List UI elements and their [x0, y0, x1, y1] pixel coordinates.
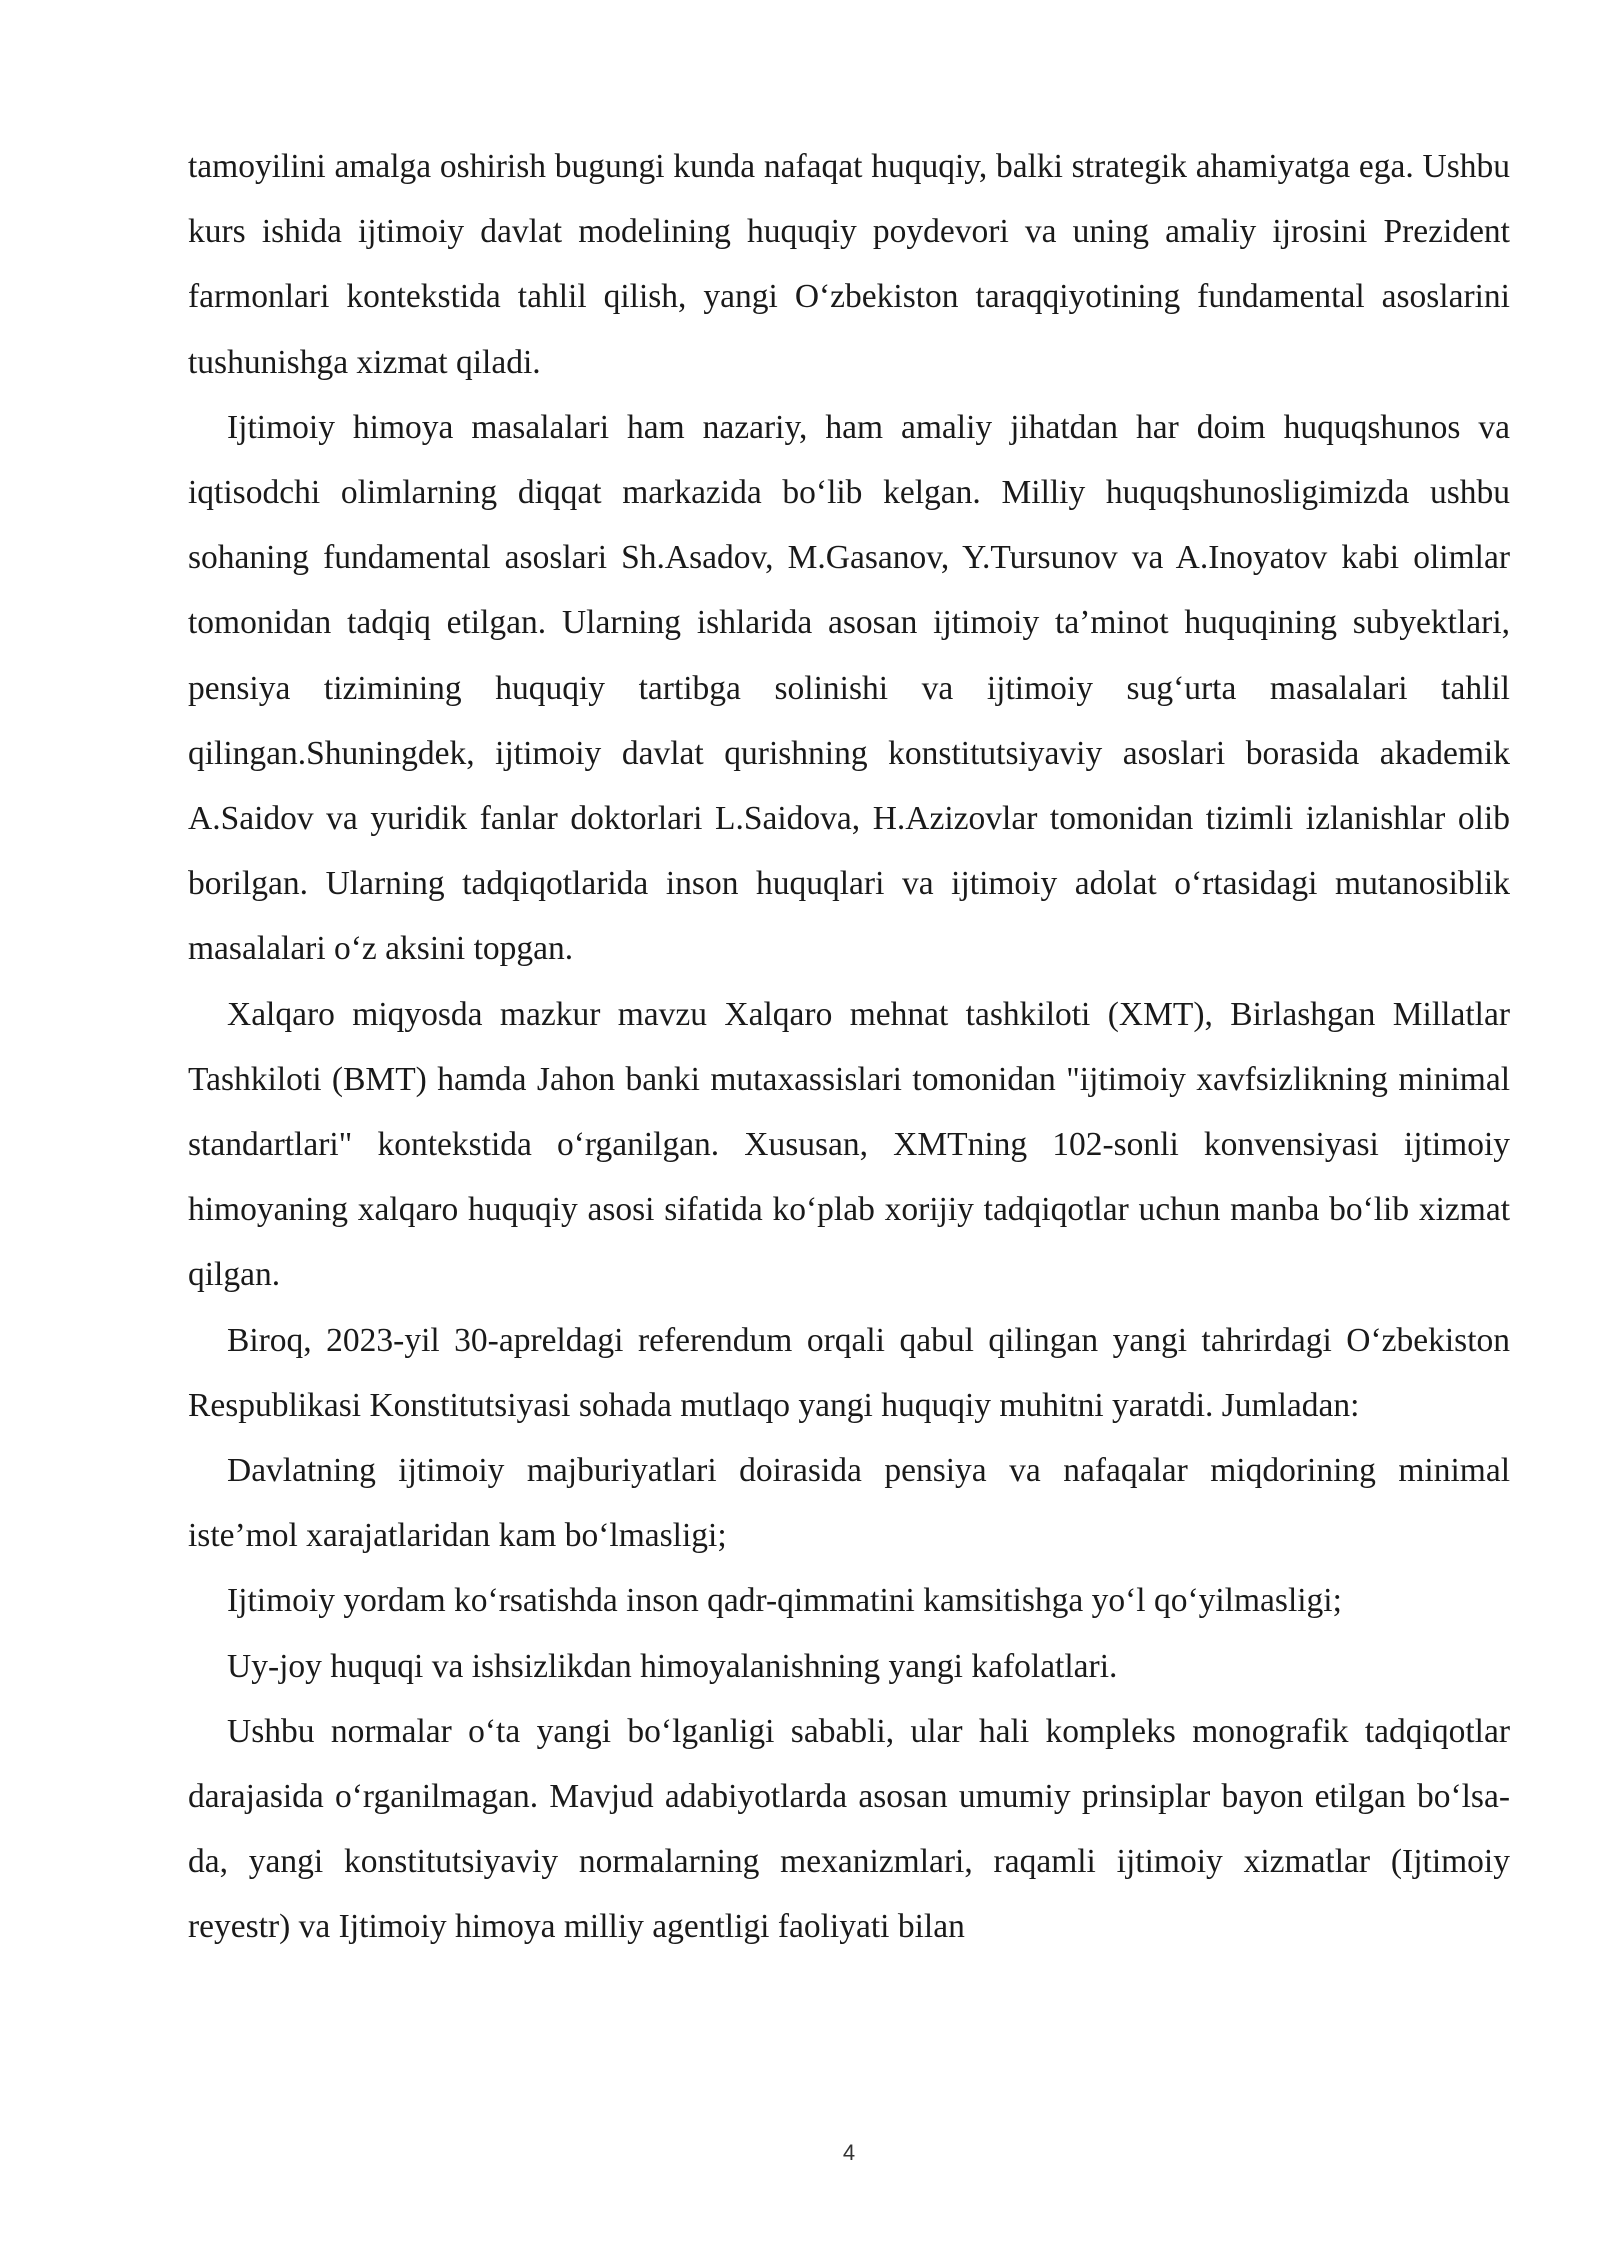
paragraph: Biroq, 2023-yil 30-apreldagi referendum orqali qabul qilingan yangi tahrirdagi O‘zbekiston Respublikasi Konstitutsiyasi sohada mutlaqo yangi huquqiy muhitni yaratdi. Jumladan:: [188, 1321, 1510, 1424]
list-item: Davlatning ijtimoiy majburiyatlari doirasida pensiya va nafaqalar miqdorining minimal iste’mol xarajatlaridan kam bo‘lmasligi;: [188, 1452, 1510, 1555]
paragraph: tamoyilini amalga oshirish bugungi kunda nafaqat huquqiy, balki strategik ahamiyatga ega. Ushbu kurs ishida ijtimoiy davlat modelining huquqiy poydevori va uning amaliy ijrosini Prezident farmonlari kontekstida tahlil qilish, yangi O‘zbekiston taraqqiyotining fundamental asoslarini tushunishga xizmat qiladi.: [188, 148, 1510, 381]
paragraph: Ijtimoiy himoya masalalari ham nazariy, ham amaliy jihatdan har doim huquqshunos va iqtisodchi olimlarning diqqat markazida bo‘lib kelgan. Milliy huquqshunosligimizda ushbu sohaning fundamental asoslari Sh.Asadov, M.Gasanov, Y.Tursunov va A.Inoyatov kabi olimlar tomonidan tadqiq etilgan. Ularning ishlarida asosan ijtimoiy ta’minot huquqining subyektlari, pensiya tizimining huquqiy tartibga solinishi va ijtimoiy sug‘urta masalalari tahlil qilingan.Shuningdek, ijtimoiy davlat qurishning konstitutsiyaviy asoslari borasida akademik A.Saidov va yuridik fanlar doktorlari L.Saidova, H.Azizovlar tomonidan tizimli izlanishlar olib borilgan. Ularning tadqiqotlarida inson huquqlari va ijtimoiy adolat o‘rtasidagi mutanosiblik masalalari o‘z aksini topgan.: [188, 408, 1510, 968]
list-item: Ijtimoiy yordam ko‘rsatishda inson qadr-qimmatini kamsitishga yo‘l qo‘yilmasligi;: [227, 1582, 1342, 1620]
page-number: 4: [842, 2140, 856, 2165]
paragraph: Ushbu normalar o‘ta yangi bo‘lganligi sababli, ular hali kompleks monografik tadqiqotlar darajasida o‘rganilmagan. Mavjud adabiyotlarda asosan umumiy prinsiplar bayon etilgan bo‘lsa-da, yangi konstitutsiyaviy normalarning mexanizmlari, raqamli ijtimoiy xizmatlar (Ijtimoiy reyestr) va Ijtimoiy himoya milliy agentligi faoliyati bilan: [188, 1712, 1510, 1946]
list-item: Uy-joy huquqi va ishsizlikdan himoyalanishning yangi kafolatlari.: [227, 1647, 1118, 1685]
page-body: [188, 134, 1510, 1960]
paragraph: Xalqaro miqyosda mazkur mavzu Xalqaro mehnat tashkiloti (XMT), Birlashgan Millatlar Tashkiloti (BMT) hamda Jahon banki mutaxassislari tomonidan "ijtimoiy xavfsizlikning minimal standartlari" kontekstida o‘rganilgan. Xususan, XMTning 102-sonli konvensiyasi ijtimoiy himoyaning xalqaro huquqiy asosi sifatida ko‘plab xorijiy tadqiqotlar uchun manba bo‘lib xizmat qilgan.: [188, 995, 1510, 1294]
